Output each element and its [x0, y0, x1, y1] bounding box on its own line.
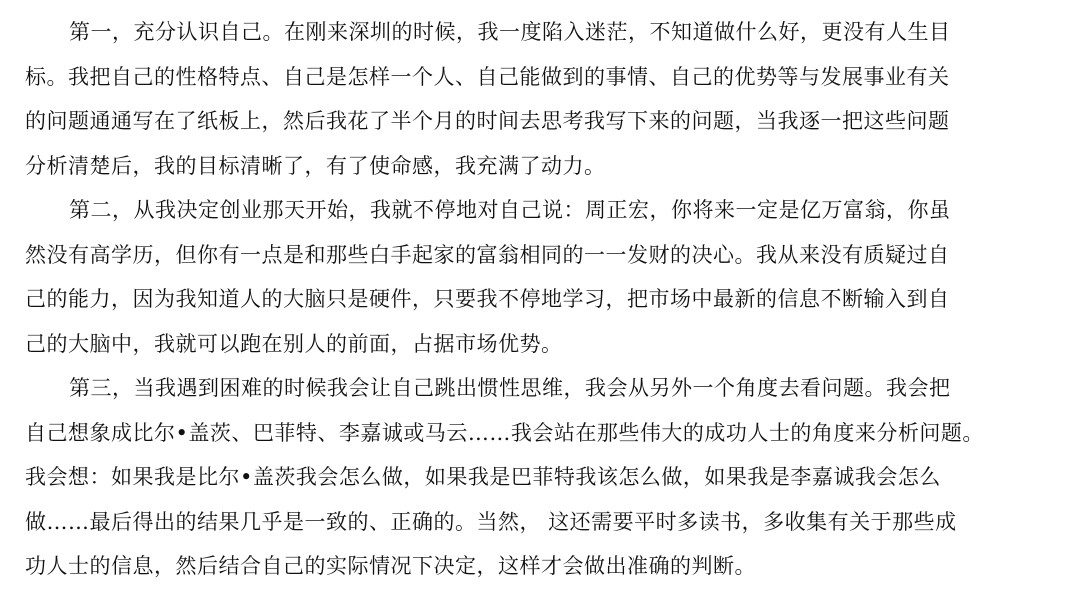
paragraph-1-line-3: 的问题通通写在了纸板上，然后我花了半个月的时间去思考我写下来的问题，当我逐一把这些问题 [25, 109, 950, 133]
paragraph-3-line-5: 功人士的信息，然后结合自己的实际情况下决定，这样才会做出准确的判断。 [25, 554, 756, 578]
paragraph-2 [25, 188, 1028, 366]
paragraph-3-line-3: 我会想：如果我是比尔•盖茨我会怎么做，如果我是巴菲特我该怎么做，如果我是李嘉诚我会怎么 [25, 465, 941, 489]
paragraph-3-line-4: 做……最后得出的结果几乎是一致的、正确的。当然， 这还需要平时多读书，多收集有关于那些成 [25, 509, 957, 534]
paragraph-1 [25, 10, 1028, 188]
paragraph-3-line-2: 自己想象成比尔•盖茨、巴菲特、李嘉诚或马云……我会站在那些伟大的成功人士的角度来分析问题。 [25, 420, 984, 445]
paragraph-1-line-2: 标。我把自己的性格特点、自己是怎样一个人、自己能做到的事情、自己的优势等与发展事业有关 [25, 64, 950, 89]
paragraph-2-line-3: 己的能力，因为我知道人的大脑只是硬件，只要我不停地学习，把市场中最新的信息不断输入到自 [25, 287, 950, 311]
paragraph-1-line-4: 分析清楚后，我的目标清晰了，有了使命感，我充满了动力。 [25, 153, 606, 178]
paragraph-3-line-1: 第三，当我遇到困难的时候我会让自己跳出惯性思维，我会从另外一个角度去看问题。我会把 [69, 376, 951, 400]
paragraph-2-line-1: 第二，从我决定创业那天开始，我就不停地对自己说：周正宏，你将来一定是亿万富翁，你虽 [69, 198, 951, 222]
paragraph-2-line-4: 己的大脑中，我就可以跑在别人的前面，占据市场优势。 [25, 331, 563, 356]
paragraph-3 [25, 366, 1028, 589]
paragraph-2-line-2: 然没有高学历，但你有一点是和那些白手起家的富翁相同的一一发财的决心。我从来没有质疑过自 [25, 242, 950, 267]
paragraph-1-line-1: 第一，充分认识自己。在刚来深圳的时候，我一度陷入迷茫，不知道做什么好，更没有人生目 [69, 20, 951, 44]
